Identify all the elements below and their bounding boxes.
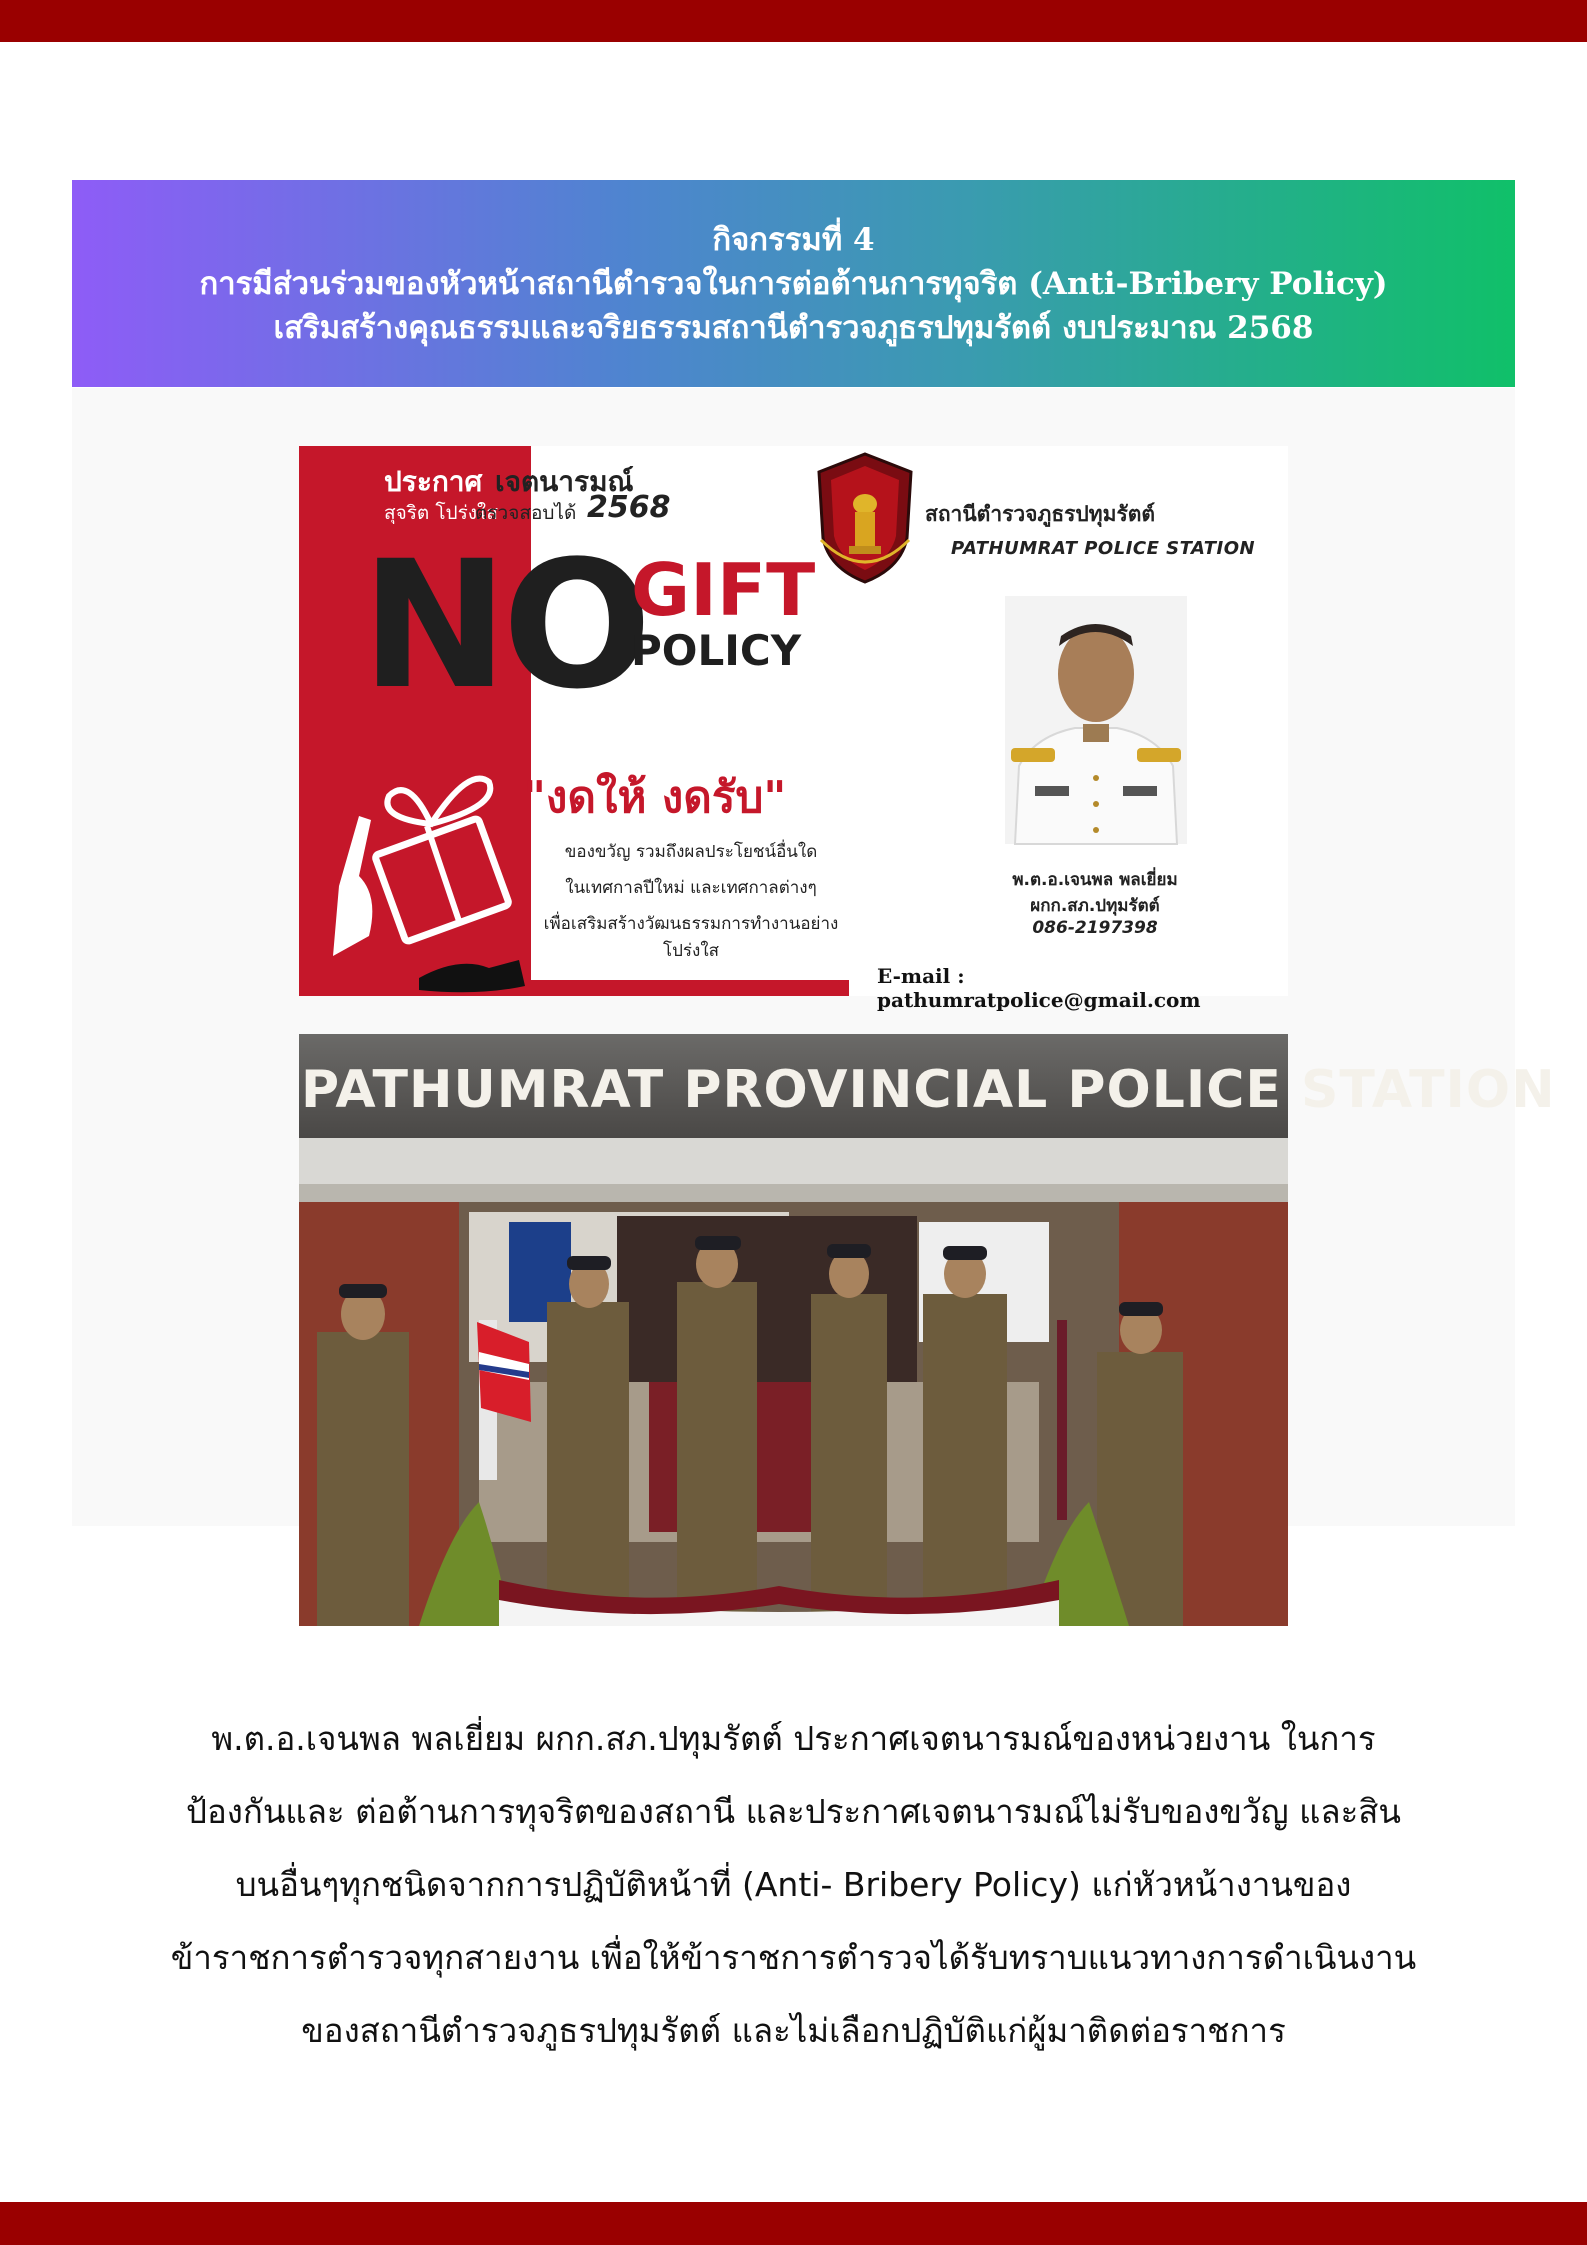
poster-slogan: "งดให้ งดรับ" bbox=[523, 772, 787, 823]
ceremony-scene-image bbox=[299, 1202, 1288, 1626]
officer-phone: 086-2197398 bbox=[1032, 918, 1158, 938]
caption-line-5: ของสถานีตำรวจภูธรปทุมรัตต์ และไม่เลือกปฏิบัติแก่ผู้มาติดต่อราชการ bbox=[301, 2011, 1286, 2050]
activity-caption bbox=[130, 1702, 1457, 2067]
gift-box-icon bbox=[319, 746, 529, 996]
poster-email: E-mail : pathumratpolice@gmail.com bbox=[877, 964, 1201, 1012]
caption-line-3: บนอื่นๆทุกชนิดจากการปฏิบัติหน้าที่ (Anti- Bribery Policy) แก่หัวหน้างานของ bbox=[235, 1865, 1352, 1904]
officer-name: พ.ต.อ.เจนพล พลเยี่ยม bbox=[1012, 870, 1178, 890]
poster-desc-2: ในเทศกาลปีใหม่ และเทศกาลต่างๆ bbox=[565, 878, 817, 898]
building-eave-trim bbox=[299, 1184, 1288, 1202]
caption-line-4: ข้าราชการตำรวจทุกสายงาน เพื่อให้ข้าราชการตำรวจได้รับทราบแนวทางการดำเนินงาน bbox=[170, 1938, 1417, 1977]
building-sign-text: PATHUMRAT PROVINCIAL POLICE STATION bbox=[301, 1060, 1556, 1120]
ceremony-photo bbox=[299, 1034, 1556, 1626]
poster-gift-text: GIFT bbox=[631, 548, 816, 632]
banner-activity-subtitle: เสริมสร้างคุณธรรมและจริยธรรมสถานีตำรวจภูธรปทุมรัตต์ งบประมาณ 2568 bbox=[273, 309, 1314, 346]
poster-policy-text: POLICY bbox=[631, 626, 802, 675]
officer-portrait-image bbox=[1005, 596, 1187, 844]
banner-activity-number: กิจกรรมที่ 4 bbox=[712, 221, 875, 258]
poster-station-english: PATHUMRAT POLICE STATION bbox=[951, 538, 1256, 559]
poster-desc-3: เพื่อเสริมสร้างวัฒนธรรมการทำงานอย่างโปร่งใส bbox=[543, 914, 839, 961]
poster-intent: เจตนารมณ์ bbox=[495, 465, 634, 498]
top-frame-bar bbox=[0, 0, 1587, 42]
poster-no-text: NO bbox=[361, 523, 646, 728]
bottom-frame-bar bbox=[0, 2202, 1587, 2245]
poster-red-underline bbox=[531, 980, 849, 996]
caption-line-2: ป้องกันและ ต่อต้านการทุจริตของสถานี และประกาศเจตนารมณ์ไม่รับของขวัญ และสิน bbox=[186, 1792, 1401, 1831]
poster-year: 2568 bbox=[587, 490, 671, 525]
poster-desc-1: ของขวัญ รวมถึงผลประโยชน์อื่นใด bbox=[564, 842, 818, 862]
banner-activity-title: การมีส่วนร่วมของหัวหน้าสถานีตำรวจในการต่อต้านการทุจริต (Anti-Bribery Policy) bbox=[199, 265, 1388, 302]
officer-portrait bbox=[1005, 596, 1187, 844]
poster-station-thai: สถานีตำรวจภูธรปทุมรัตต์ bbox=[925, 502, 1155, 526]
poster-check: ตรวจสอบได้ bbox=[475, 502, 577, 524]
poster-announce: ประกาศ bbox=[384, 465, 483, 498]
caption-line-1: พ.ต.อ.เจนพล พลเยี่ยม ผกก.สภ.ปทุมรัตต์ ประกาศเจตนารมณ์ของหน่วยงาน ในการ bbox=[211, 1719, 1376, 1758]
police-emblem-icon bbox=[811, 452, 919, 584]
no-gift-policy-poster bbox=[299, 446, 1288, 1012]
poster-honest: สุจริต โปร่งใส bbox=[384, 502, 498, 524]
officer-position: ผกก.สภ.ปทุมรัตต์ bbox=[1030, 896, 1160, 916]
activity-title-banner bbox=[72, 180, 1515, 387]
